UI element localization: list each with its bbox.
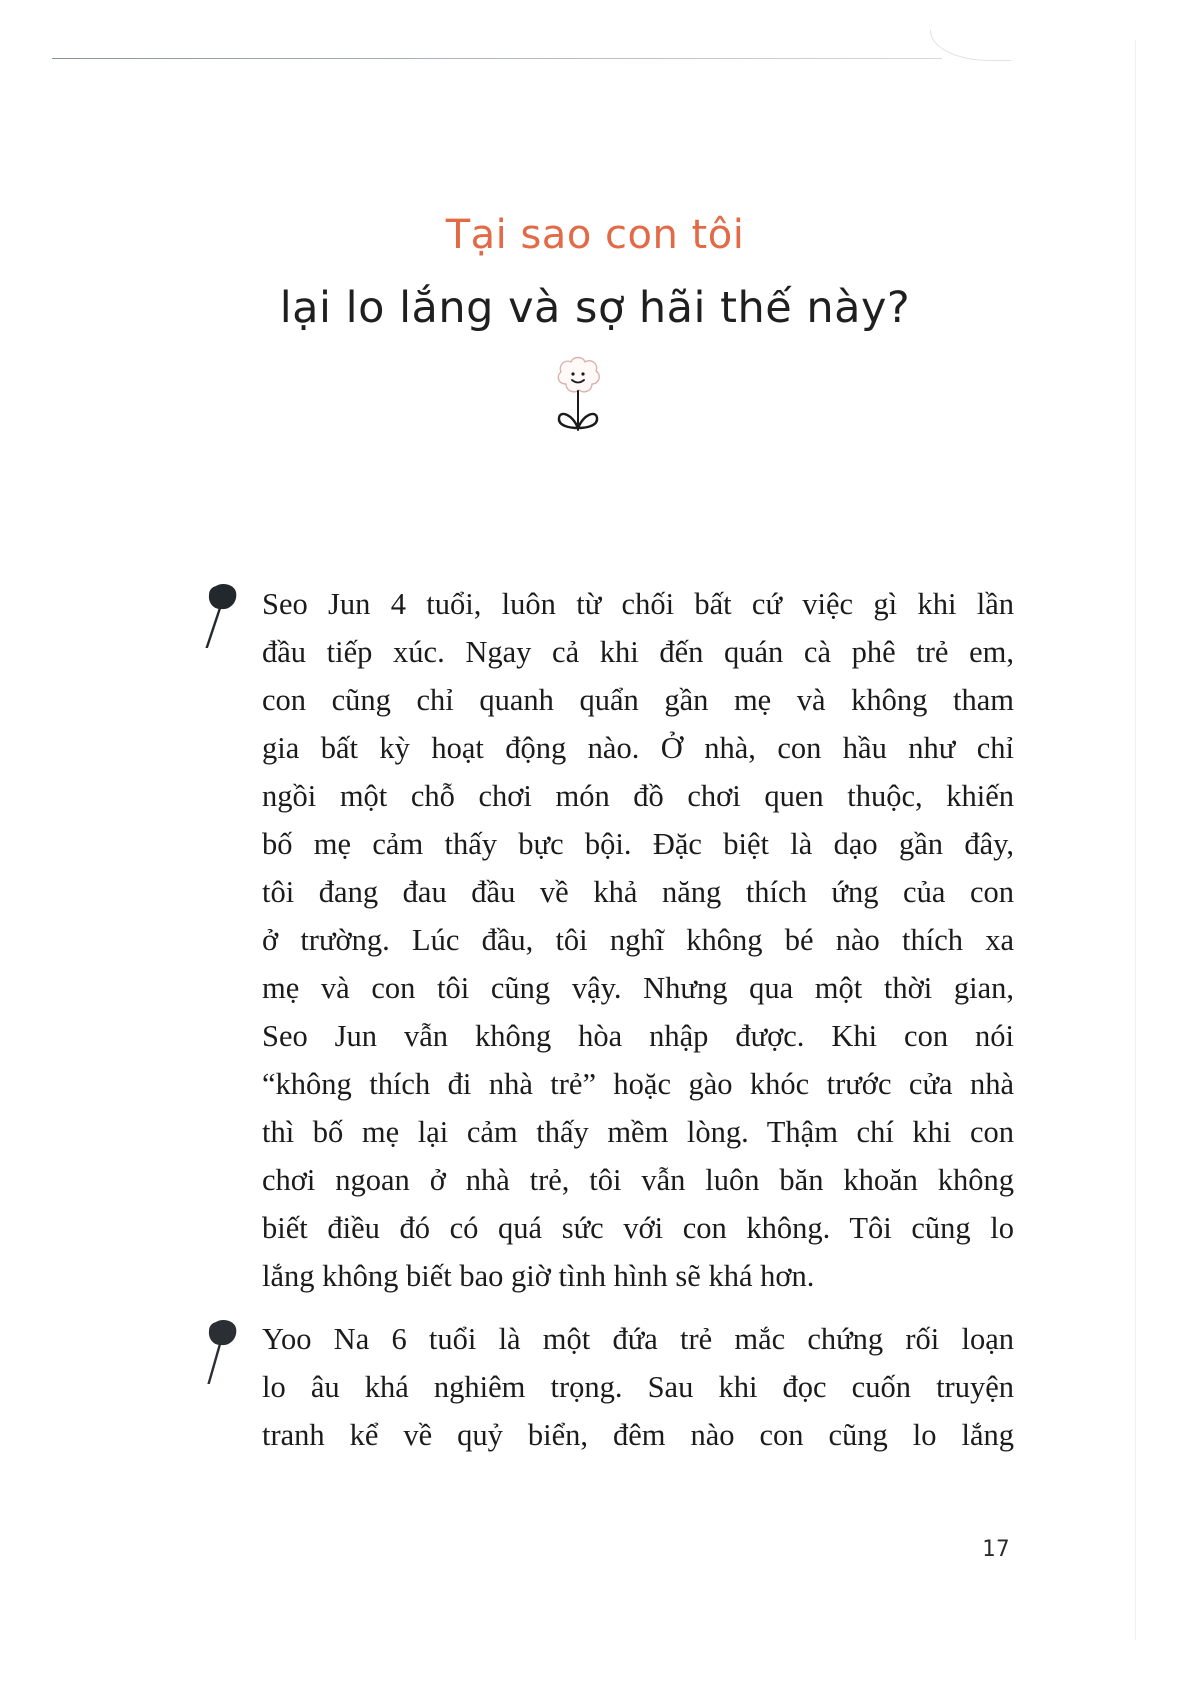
- page-number: 17: [982, 1537, 1011, 1562]
- paragraph-line: thì bố mẹ lại cảm thấy mềm lòng. Thậm chí khi con: [262, 1115, 1014, 1149]
- page-corner-curl: [930, 30, 1011, 61]
- pin-dot-icon: [200, 1314, 240, 1384]
- paragraph-line: gia bất kỳ hoạt động nào. Ở nhà, con hầu như chỉ: [262, 731, 1014, 765]
- paragraph-line: tôi đang đau đầu về khả năng thích ứng của con: [262, 875, 1014, 909]
- paragraph-line: ở trường. Lúc đầu, tôi nghĩ không bé nào thích xa: [262, 923, 1014, 957]
- paragraph-line: “không thích đi nhà trẻ” hoặc gào khóc trước cửa nhà: [262, 1067, 1014, 1101]
- paragraph-line: Seo Jun vẫn không hòa nhập được. Khi con nói: [262, 1019, 1014, 1053]
- paragraph-line: ngồi một chỗ chơi món đồ chơi quen thuộc, khiến: [262, 779, 1014, 813]
- paragraph-line: bố mẹ cảm thấy bực bội. Đặc biệt là dạo gần đây,: [262, 827, 1014, 861]
- paragraph-line: mẹ và con tôi cũng vậy. Nhưng qua một thời gian,: [262, 971, 1014, 1005]
- paragraph-line: biết điều đó có quá sức với con không. Tôi cũng lo: [262, 1211, 1014, 1245]
- page-right-edge: [1135, 40, 1136, 1640]
- case-paragraph-yoo-na: [262, 1315, 1014, 1459]
- paragraph-line: tranh kể về quỷ biển, đêm nào con cũng lo lắng: [262, 1418, 1014, 1452]
- paragraph-line: lo âu khá nghiêm trọng. Sau khi đọc cuốn truyện: [262, 1370, 1014, 1404]
- paragraph-line: con cũng chỉ quanh quẩn gần mẹ và không tham: [262, 683, 1014, 717]
- chapter-title-line-1: Tại sao con tôi: [445, 212, 745, 258]
- smiling-flower-icon: [552, 354, 604, 434]
- paragraph-line: lắng không biết bao giờ tình hình sẽ khá hơn.: [262, 1259, 815, 1293]
- page-top-edge: [52, 58, 942, 59]
- paragraph-line: Seo Jun 4 tuổi, luôn từ chối bất cứ việc gì khi lần: [262, 587, 1014, 621]
- case-paragraph-seo-jun: [262, 580, 1014, 1300]
- paragraph-line: chơi ngoan ở nhà trẻ, tôi vẫn luôn băn khoăn không: [262, 1163, 1014, 1197]
- chapter-title-line-2: lại lo lắng và sợ hãi thế này?: [279, 283, 911, 333]
- pin-dot-icon: [200, 578, 240, 648]
- paragraph-line: Yoo Na 6 tuổi là một đứa trẻ mắc chứng rối loạn: [262, 1322, 1014, 1356]
- paragraph-line: đầu tiếp xúc. Ngay cả khi đến quán cà phê trẻ em,: [262, 635, 1014, 669]
